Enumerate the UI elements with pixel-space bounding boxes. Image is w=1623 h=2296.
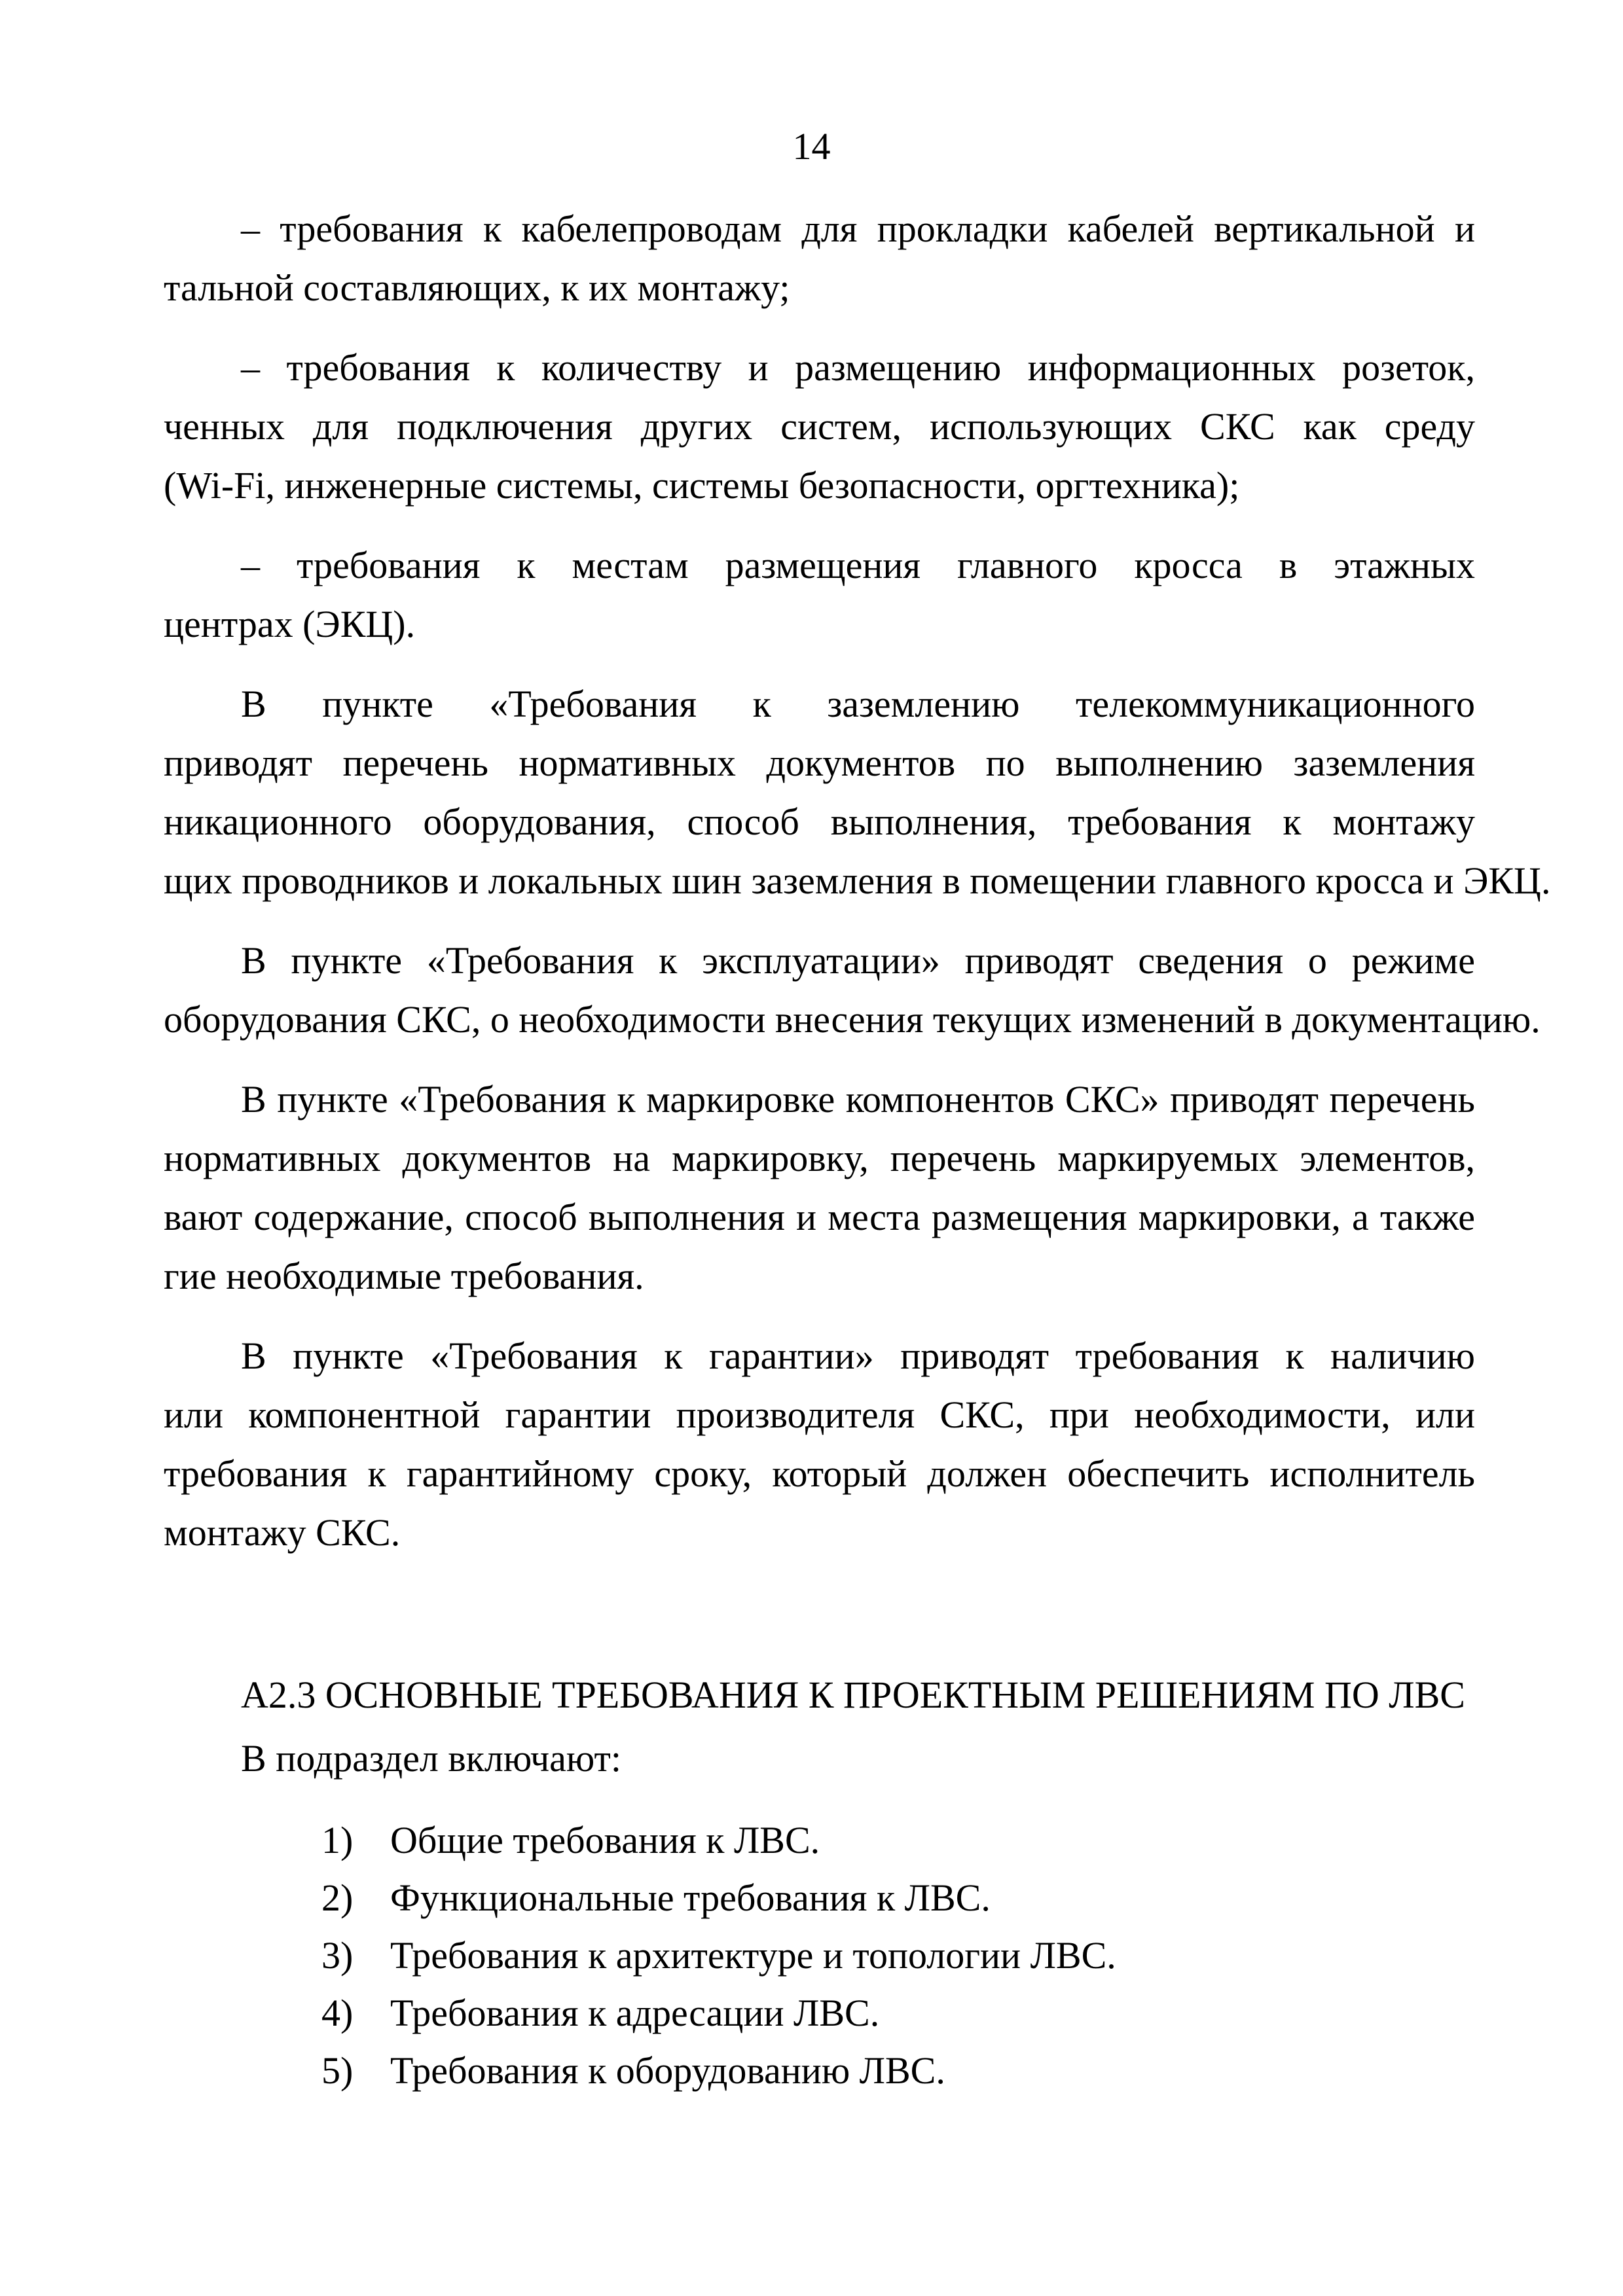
text-line: монтажу СКС. bbox=[164, 1511, 401, 1554]
paragraph bbox=[164, 1070, 1475, 1306]
list-item-number: 2) bbox=[321, 1876, 354, 1919]
text-line: (Wi-Fi, инженерные системы, системы безопасности, оргтехника); bbox=[164, 464, 1240, 507]
text-line: В пункте «Требования к эксплуатации» приводят сведения о режиме bbox=[241, 939, 1475, 982]
text-line: ченных для подключения других систем, использующих СКС как среду bbox=[164, 405, 1475, 448]
list-item-text: Требования к оборудованию ЛВС. bbox=[390, 2049, 945, 2092]
list-item bbox=[164, 1869, 1475, 1927]
text-line: тальной составляющих, к их монтажу; bbox=[164, 266, 790, 309]
list-item-number: 1) bbox=[321, 1819, 354, 1861]
list-item-text: Общие требования к ЛВС. bbox=[390, 1819, 820, 1861]
paragraph bbox=[164, 931, 1541, 1049]
text-line: гие необходимые требования. bbox=[164, 1255, 644, 1297]
text-line: щих проводников и локальных шин заземления в помещении главного кросса и ЭКЦ. bbox=[164, 859, 1551, 902]
text-line: приводят перечень нормативных документов по выполнению заземления bbox=[164, 742, 1475, 784]
list-item-text: Функциональные требования к ЛВС. bbox=[390, 1876, 991, 1919]
list-item bbox=[164, 1927, 1475, 1984]
section-heading: А2.3 ОСНОВНЫЕ ТРЕБОВАНИЯ К ПРОЕКТНЫМ РЕШЕНИЯМ ПО ЛВС bbox=[241, 1674, 1465, 1716]
list-item-number: 4) bbox=[321, 1992, 354, 2034]
list-item bbox=[164, 2042, 1475, 2100]
paragraph bbox=[164, 338, 1475, 515]
text-line: вают содержание, способ выполнения и места размещения маркировки, а также bbox=[164, 1196, 1475, 1238]
section-intro: В подраздел включают: bbox=[241, 1737, 621, 1780]
list-item-number: 5) bbox=[321, 2049, 354, 2092]
requirements-list bbox=[164, 1812, 1475, 2100]
text-line: В пункте «Требования к маркировке компонентов СКС» приводят перечень bbox=[241, 1078, 1475, 1121]
paragraph bbox=[164, 200, 1475, 317]
text-line: оборудования СКС, о необходимости внесения текущих изменений в документацию. bbox=[164, 998, 1541, 1041]
list-item bbox=[164, 1812, 1475, 1869]
paragraphs bbox=[164, 200, 1551, 1562]
list-item bbox=[164, 1984, 1475, 2042]
paragraph bbox=[164, 675, 1551, 910]
text-line: В пункте «Требования к гарантии» приводят требования к наличию bbox=[241, 1335, 1475, 1377]
list-item-number: 3) bbox=[321, 1934, 354, 1977]
text-line: – требования к местам размещения главного кросса в этажных bbox=[241, 544, 1475, 586]
text-line: – требования к количеству и размещению информационных розеток, bbox=[241, 346, 1475, 389]
text-line: – требования к кабелепроводам для прокладки кабелей вертикальной и bbox=[241, 207, 1475, 250]
page-number: 14 bbox=[792, 125, 831, 168]
list-item-text: Требования к адресации ЛВС. bbox=[390, 1992, 880, 2034]
paragraph bbox=[164, 1327, 1475, 1562]
paragraph bbox=[164, 536, 1475, 654]
text-line: нормативных документов на маркировку, перечень маркируемых элементов, bbox=[164, 1137, 1475, 1179]
text-line: требования к гарантийному сроку, который должен обеспечить исполнитель bbox=[164, 1452, 1475, 1495]
document-body bbox=[164, 200, 1551, 2100]
text-line: центрах (ЭКЦ). bbox=[164, 603, 416, 645]
list-item-text: Требования к архитектуре и топологии ЛВС. bbox=[390, 1934, 1116, 1977]
text-line: или компонентной гарантии производителя СКС, при необходимости, или bbox=[164, 1393, 1475, 1436]
text-line: В пункте «Требования к заземлению телекоммуникационного bbox=[241, 683, 1475, 725]
text-line: никационного оборудования, способ выполнения, требования к монтажу bbox=[164, 800, 1475, 843]
